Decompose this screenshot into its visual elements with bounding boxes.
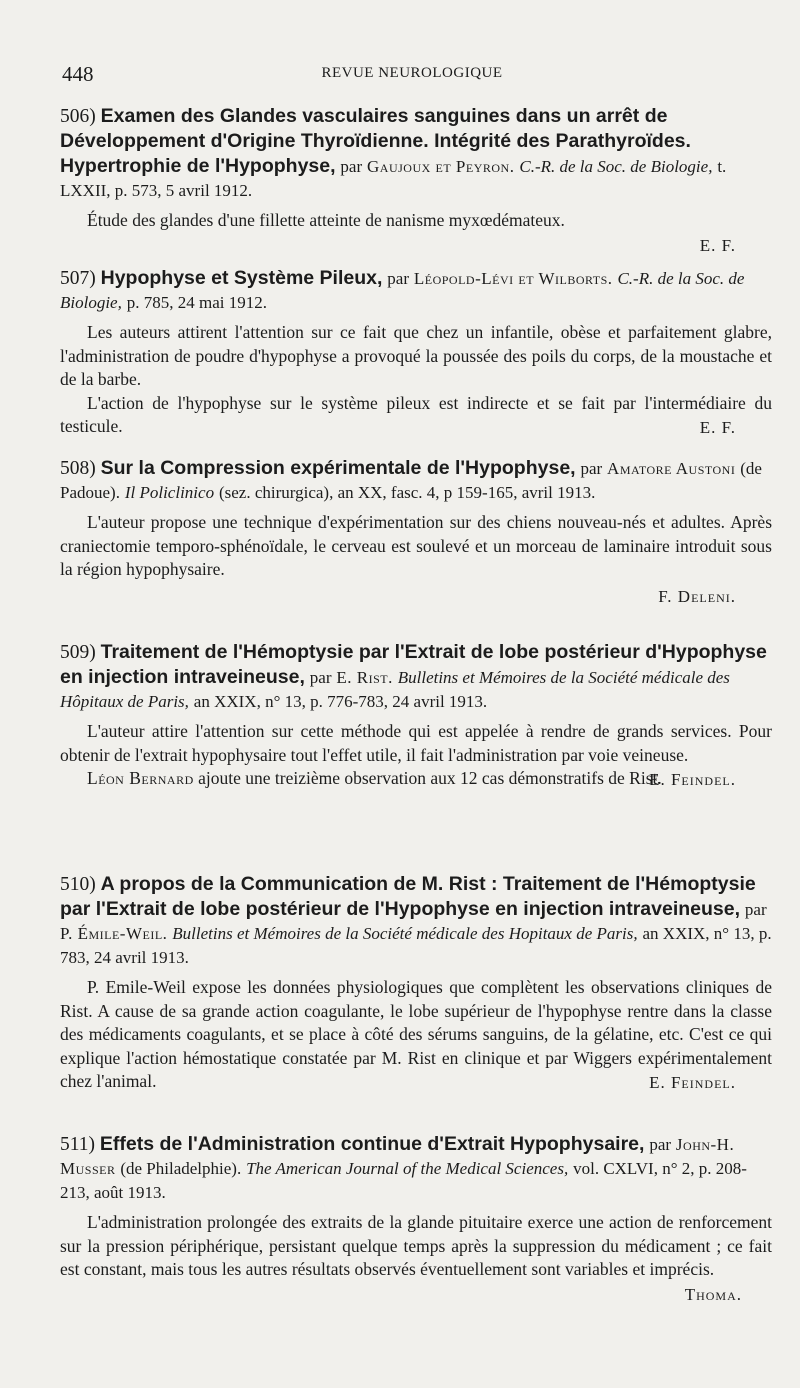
entry-paragraph: L'administration prolongée des extraits de la glande pituitaire exerce une action de renforcement sur la pression périphérique, persistant quelque temps après la suppression du médicament ; ce fait est constant, mais tous les autres résultats observés éventuellement sont variables et imprécis.: [60, 1212, 772, 1279]
entry-origin: (de Padoue).: [60, 459, 762, 502]
running-title: REVUE NEUROLOGIQUE: [321, 65, 503, 81]
entry-paragraph: L'auteur attire l'attention sur cette méthode qui est appelée à rendre de grands services. Pour obtenir de l'extrait hypophysaire tout l'effet utile, il fait l'administration par voie veineuse.: [60, 721, 772, 765]
entry-par: par: [309, 668, 332, 687]
entry-par: par: [340, 157, 363, 176]
entry-reference: an XXIX, n° 13, p. 776-783, 24 avril 1913.: [193, 692, 488, 711]
entry-number: 511): [60, 1134, 96, 1155]
entry-number: 508): [60, 458, 96, 479]
entry-title: Effets de l'Administration continue d'Extrait Hypophysaire,: [99, 1133, 645, 1155]
page-header: [62, 62, 762, 88]
entry-paragraph: Les auteurs attirent l'attention sur ce fait que chez un infantile, obèse et parfaitement glabre, l'administration de poudre d'hypophyse a provoqué la poussée des poils du corps, de la moustache et de la barbe.: [60, 322, 772, 389]
entry-authors: Amatore Austoni: [607, 459, 736, 478]
entry-heading: [60, 104, 772, 203]
abstract-507: [60, 266, 772, 439]
entry-source: Il Policlinico: [124, 483, 215, 502]
entry-body: [60, 209, 772, 233]
entry-reference: t. LXXII, p. 573, 5 avril 1912.: [60, 157, 727, 200]
entry-heading: [60, 456, 772, 505]
entry-authors: John-H. Musser: [60, 1135, 735, 1178]
entry-number: 507): [60, 268, 96, 289]
entry-paragraph-text: ajoute une treizième observation aux 12 cas démonstratifs de Rist.: [198, 768, 662, 788]
entry-reference: vol. CXLVI, n° 2, p. 208-213, août 1913.: [60, 1159, 747, 1202]
entry-par: par: [649, 1135, 672, 1154]
entry-paragraph: L'action de l'hypophyse sur le système pileux est indirecte et se fait par l'intermédiaire du testicule.: [60, 392, 772, 436]
entry-authors: Léopold-Lévi et Wilborts.: [413, 269, 613, 288]
entry-signature: E. F.: [699, 235, 736, 255]
entry-heading: [60, 266, 772, 315]
entry-authors: E. Rist.: [336, 668, 393, 687]
entry-reference: (sez. chirurgica), an XX, fasc. 4, p 159-165, avril 1913.: [218, 483, 596, 502]
entry-source: C.-R. de la Soc. de Biologie,: [519, 157, 713, 176]
abstract-511: [60, 1132, 772, 1306]
abstract-509: [60, 640, 772, 791]
entry-reference: an XXIX, n° 13, p. 783, 24 avril 1913.: [60, 924, 772, 967]
entry-source: Bulletins et Mémoires de la Société médicale des Hopitaux de Paris,: [172, 924, 638, 943]
entry-number: 506): [60, 106, 96, 127]
entry-source: Bulletins et Mémoires de la Société médicale des Hôpitaux de Paris,: [60, 668, 730, 711]
entry-number: 510): [60, 874, 96, 895]
entry-signature: E. Feindel.: [649, 769, 736, 789]
entry-title: Sur la Compression expérimentale de l'Hypophyse,: [100, 457, 576, 479]
entry-title: A propos de la Communication de M. Rist : Traitement de l'Hémoptysie par l'Extrait de lobe postérieur de l'Hypophyse en injection intraveineuse,: [60, 873, 756, 920]
entry-title: Hypophyse et Système Pileux,: [100, 267, 383, 289]
entry-par: par: [387, 269, 409, 288]
entry-authors: Gaujoux et Peyron.: [367, 157, 515, 176]
entry-source: The American Journal of the Medical Sciences,: [246, 1159, 569, 1178]
entry-signature: Thoma.: [684, 1284, 742, 1304]
entry-paragraph: P. Emile-Weil expose les données physiologiques que complètent les observations cliniques de Rist. A cause de sa grande action coagulante, le lobe supérieur de l'hypophyse rentre dans la classe des médicaments coagulants, et se place à côté des sérums sanguins, de la gélatine, etc. C'est ce qui explique l'action hémostatique constatée par M. Rist en clinique et par Wiggers expérimentalement chez l'animal.: [60, 977, 772, 1091]
entry-source: C.-R. de la Soc. de Biologie,: [60, 269, 745, 312]
entry-body: [60, 511, 772, 582]
entry-authors: P. Émile-Weil.: [60, 924, 168, 943]
entry-title: Examen des Glandes vasculaires sanguines dans un arrêt de Développement d'Origine Thyroïdienne. Intégrité des Parathyroïdes. Hypertrophie de l'Hypophyse,: [60, 105, 691, 177]
cited-author: Léon Bernard: [87, 768, 194, 788]
abstract-510: [60, 872, 772, 1094]
entry-par: par: [580, 459, 603, 478]
entry-paragraph: L'auteur propose une technique d'expérimentation sur des chiens nouveau-nés et adultes. Après craniectomie temporo-sphénoïdale, le cerveau est soulevé et un morceau de laminaire introduit sous la région hypophysaire.: [60, 512, 772, 579]
entry-paragraph: Étude des glandes d'une fillette atteinte de nanisme myxœdémateux.: [87, 210, 565, 230]
abstract-508: [60, 456, 772, 608]
entry-title: Traitement de l'Hémoptysie par l'Extrait de lobe postérieur d'Hypophyse en injection intraveineuse,: [60, 641, 767, 688]
page-number: 448: [62, 62, 94, 86]
entry-signature: F. Deleni.: [658, 586, 736, 606]
entry-signature: E. Feindel.: [649, 1072, 736, 1092]
entry-heading: [60, 872, 772, 970]
entry-reference: p. 785, 24 mai 1912.: [126, 293, 267, 312]
entry-number: 509): [60, 642, 96, 663]
entry-body: [60, 1211, 772, 1282]
entry-par: par: [744, 900, 767, 919]
entry-heading: [60, 1132, 772, 1205]
entry-signature: E. F.: [699, 417, 736, 437]
abstract-506: [60, 104, 772, 257]
entry-origin: (de Philadelphie).: [120, 1159, 242, 1178]
entry-heading: [60, 640, 772, 714]
